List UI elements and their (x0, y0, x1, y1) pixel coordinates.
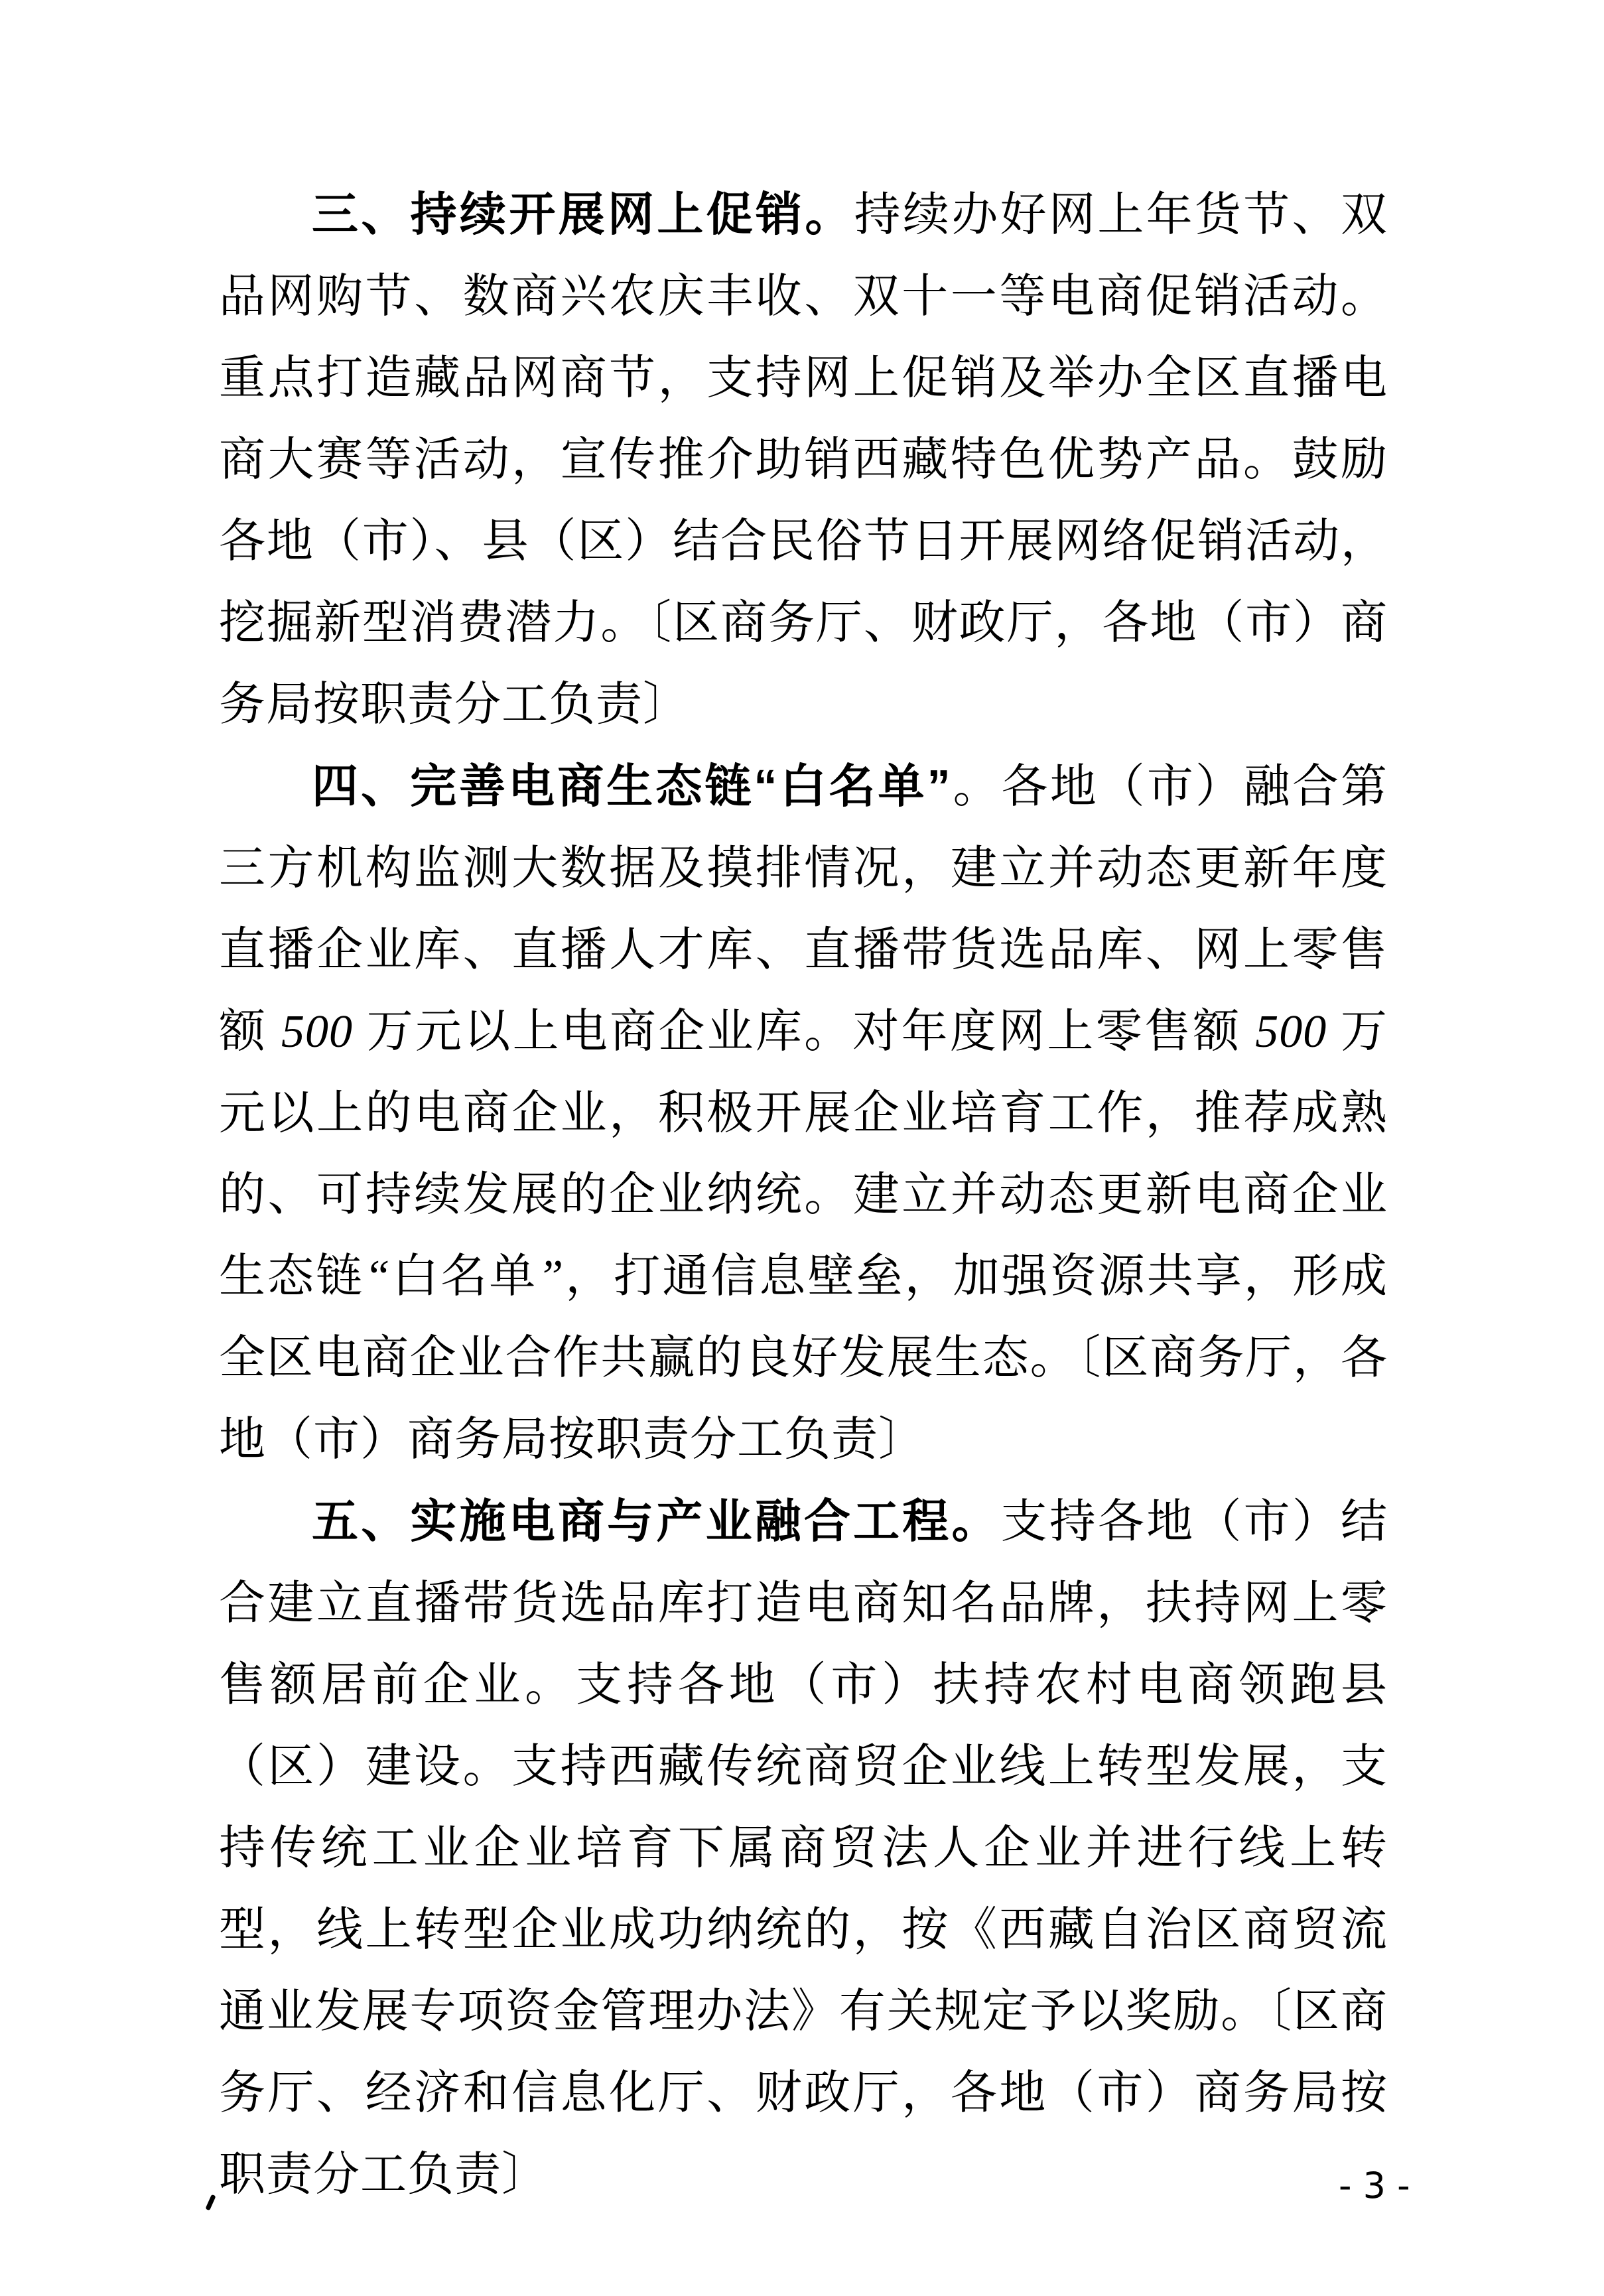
section-3-heading: 三、持续开展网上促销。 (312, 188, 854, 240)
paragraph-section-3 (219, 174, 1388, 746)
section-3-body-text: 持续办好网上年货节、双品网购节、数商兴农庆丰收、双十一等电商促销活动。重点打造藏品网商节，支持网上促销及举办全区直播电商大赛等活动，宣传推介助销西藏特色优势产品。鼓励各地（市）、县（区）结合民俗节日开展网络促销活动，挖掘新型消费潜力。〔区商务厅、财政厅，各地（市）商务局按职责分工负责〕 (219, 190, 1388, 730)
ink-mark (205, 2195, 216, 2211)
section-5-body-text: 支持各地（市）结合建立直播带货选品库打造电商知名品牌，扶持网上零售额居前企业。支持各地（市）扶持农村电商领跑县（区）建设。支持西藏传统商贸企业线上转型发展，支持传统工业企业培育下属商贸法人企业并进行线上转型，线上转型企业成功纳统的，按《西藏自治区商贸流通业发展专项资金管理办法》有关规定予以奖励。〔区商务厅、经济和信息化厅、财政厅，各地（市）商务局按职责分工负责〕 (219, 1497, 1388, 2200)
paragraph-section-4 (219, 746, 1388, 1481)
document-body (219, 174, 1388, 2216)
paragraph-section-5 (219, 1481, 1388, 2216)
page-number: - 3 - (1339, 2165, 1410, 2206)
section-5-heading: 五、实施电商与产业融合工程。 (312, 1495, 1001, 1547)
section-4-heading: 四、完善电商生态链“白名单” (312, 760, 952, 812)
section-4-body-text: 。各地（市）融合第三方机构监测大数据及摸排情况，建立并动态更新年度直播企业库、直播人才库、直播带货选品库、网上零售额 500 万元以上电商企业库。对年度网上零售额 500 万元以上的电商企业，积极开展企业培育工作，推荐成熟的、可持续发展的企业纳统。建立并动态更新电商企业生态链“白名单”，打通信息壁垒，加强资源共享，形成全区电商企业合作共赢的良好发展生态。〔区商务厅，各地（市）商务局按职责分工负责〕 (219, 762, 1388, 1465)
